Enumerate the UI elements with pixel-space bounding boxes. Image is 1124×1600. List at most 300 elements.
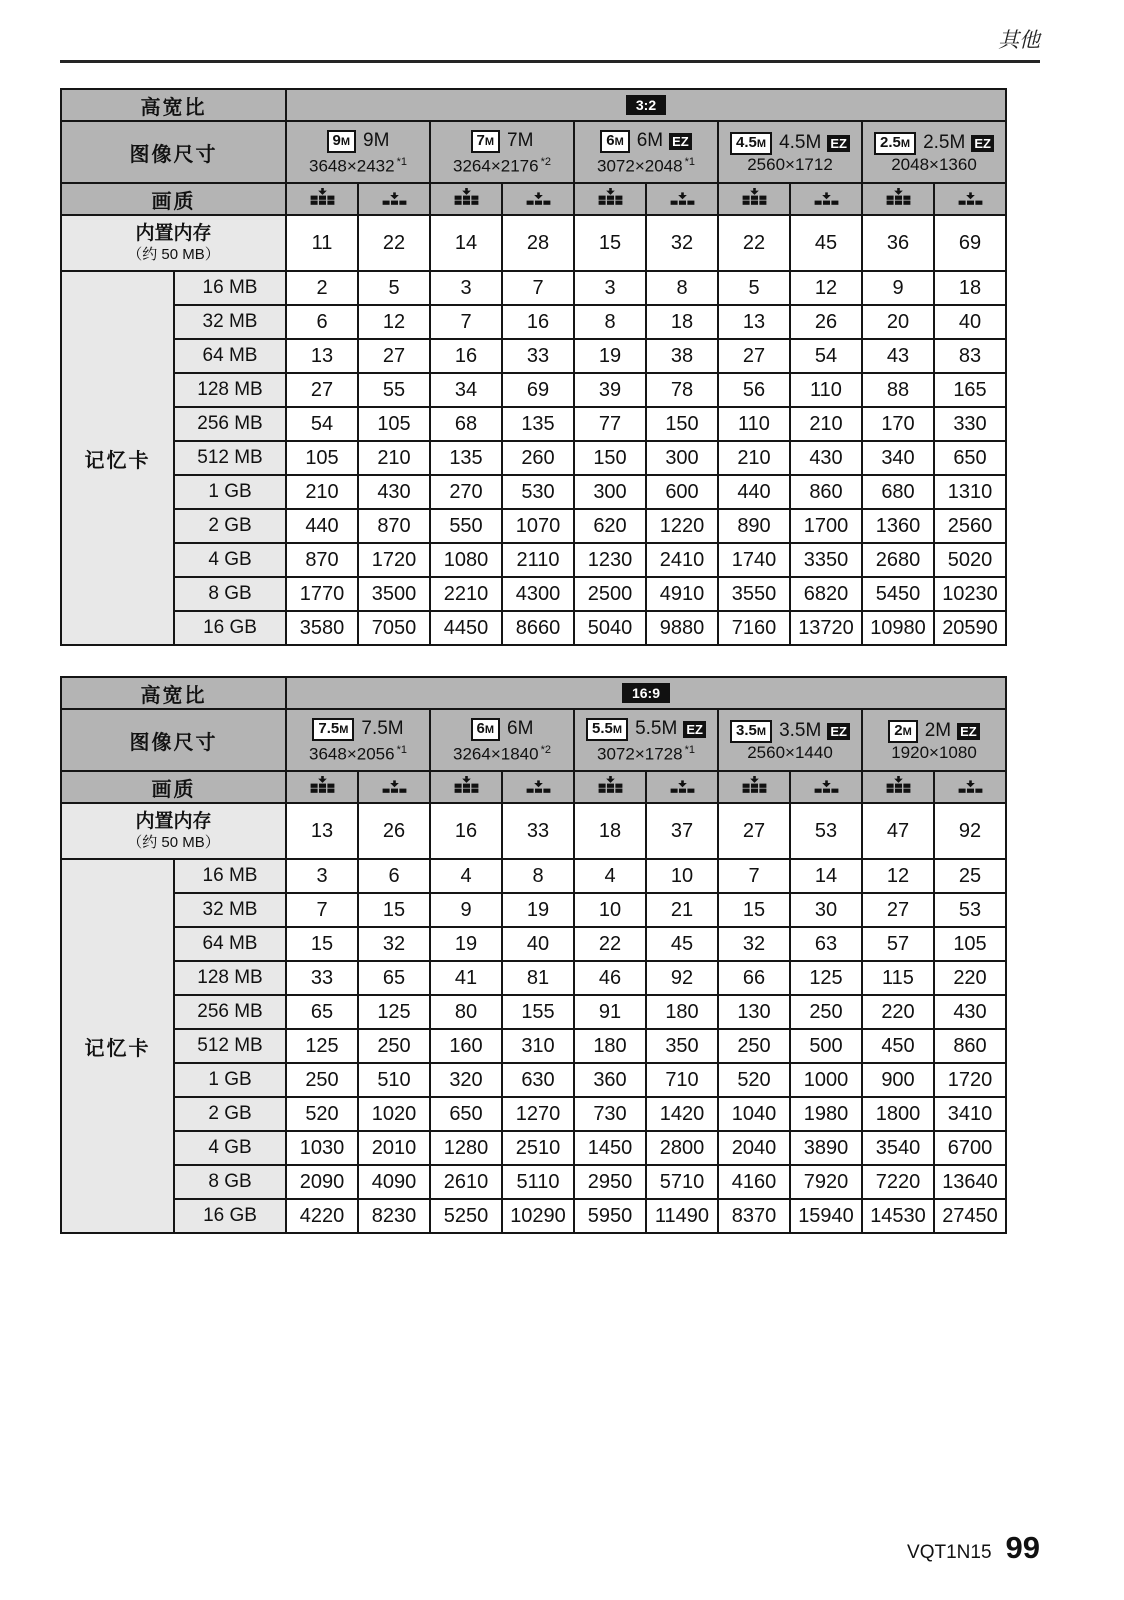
value-cell: 650 xyxy=(934,441,1006,475)
aspect-badge: 3:2 xyxy=(626,95,666,115)
value-cell: 3350 xyxy=(790,543,862,577)
value-cell: 78 xyxy=(646,373,718,407)
capacity-cell: 1 GB xyxy=(174,1063,286,1097)
value-cell: 2510 xyxy=(502,1131,574,1165)
value-cell: 54 xyxy=(790,339,862,373)
size-name: 3.5M xyxy=(779,720,822,741)
value-cell: 30 xyxy=(790,893,862,927)
tables-container xyxy=(60,88,1007,1264)
value-cell: 860 xyxy=(934,1029,1006,1063)
table-row xyxy=(61,1097,1006,1131)
size-badge-number: 7 xyxy=(476,131,485,149)
footnote-marker: *2 xyxy=(540,743,551,756)
value-cell: 15 xyxy=(286,927,358,961)
footnote-marker: *1 xyxy=(684,743,695,756)
aspect-cell xyxy=(286,89,1006,121)
size-badge-number: 7.5 xyxy=(318,719,340,737)
value-cell: 155 xyxy=(502,995,574,1029)
value-cell: 210 xyxy=(358,441,430,475)
value-cell: 250 xyxy=(286,1063,358,1097)
value-cell: 13 xyxy=(286,803,358,859)
value-cell: 13 xyxy=(286,339,358,373)
value-cell: 5950 xyxy=(574,1199,646,1233)
value-cell: 54 xyxy=(286,407,358,441)
value-cell: 46 xyxy=(574,961,646,995)
value-cell: 870 xyxy=(286,543,358,577)
value-cell: 5 xyxy=(358,271,430,305)
value-cell: 3 xyxy=(286,859,358,893)
value-cell: 33 xyxy=(286,961,358,995)
quality-cell xyxy=(430,183,502,215)
size-name: 6M xyxy=(636,130,664,152)
value-cell: 430 xyxy=(358,475,430,509)
table-row xyxy=(61,1165,1006,1199)
value-cell: 26 xyxy=(358,803,430,859)
value-cell: 43 xyxy=(862,339,934,373)
builtin-memory-label xyxy=(61,215,286,271)
quality-label: 画质 xyxy=(61,183,286,215)
value-cell: 2 xyxy=(286,271,358,305)
value-cell: 680 xyxy=(862,475,934,509)
dimensions-text: 1920×1080 xyxy=(891,742,977,762)
value-cell: 7 xyxy=(718,859,790,893)
size-dimensions xyxy=(719,743,861,762)
ez-badge-icon: EZ xyxy=(957,723,980,740)
value-cell: 900 xyxy=(862,1063,934,1097)
size-badge-icon xyxy=(586,718,628,741)
value-cell: 1360 xyxy=(862,509,934,543)
value-cell: 2210 xyxy=(430,577,502,611)
value-cell: 4 xyxy=(430,859,502,893)
value-cell: 47 xyxy=(862,803,934,859)
value-cell: 2560 xyxy=(934,509,1006,543)
value-cell: 34 xyxy=(430,373,502,407)
value-cell: 135 xyxy=(430,441,502,475)
table-row xyxy=(61,305,1006,339)
size-header-line1 xyxy=(287,130,429,153)
value-cell: 68 xyxy=(430,407,502,441)
standard-quality-icon xyxy=(813,776,840,798)
aspect-badge: 16:9 xyxy=(622,683,670,703)
size-dimensions xyxy=(863,155,1005,174)
value-cell: 11490 xyxy=(646,1199,718,1233)
value-cell: 310 xyxy=(502,1029,574,1063)
value-cell: 41 xyxy=(430,961,502,995)
standard-quality-icon xyxy=(525,776,552,798)
value-cell: 5110 xyxy=(502,1165,574,1199)
value-cell: 14 xyxy=(430,215,502,271)
quality-cell xyxy=(574,771,646,803)
value-cell: 1450 xyxy=(574,1131,646,1165)
value-cell: 1220 xyxy=(646,509,718,543)
size-badge-number: 2 xyxy=(894,721,903,739)
table-row xyxy=(61,271,1006,305)
ez-badge-icon: EZ xyxy=(827,135,850,152)
value-cell: 5040 xyxy=(574,611,646,645)
size-badge-number: 2.5 xyxy=(880,133,901,151)
value-cell: 730 xyxy=(574,1097,646,1131)
value-cell: 5020 xyxy=(934,543,1006,577)
builtin-memory-capacity: （约 50 MB） xyxy=(127,834,220,851)
page-number: 99 xyxy=(1005,1530,1040,1565)
standard-quality-icon xyxy=(669,188,696,210)
value-cell: 2610 xyxy=(430,1165,502,1199)
table-row xyxy=(61,373,1006,407)
value-cell: 105 xyxy=(934,927,1006,961)
picture-size-label: 图像尺寸 xyxy=(61,121,286,183)
value-cell: 3540 xyxy=(862,1131,934,1165)
value-cell: 130 xyxy=(718,995,790,1029)
quality-cell xyxy=(790,183,862,215)
size-column-header xyxy=(574,121,718,183)
table-row xyxy=(61,927,1006,961)
size-dimensions xyxy=(431,741,573,764)
table-row xyxy=(61,441,1006,475)
aspect-ratio-label: 高宽比 xyxy=(61,677,286,709)
value-cell: 69 xyxy=(502,373,574,407)
value-cell: 6 xyxy=(286,305,358,339)
size-dimensions xyxy=(575,153,717,176)
quality-cell xyxy=(502,771,574,803)
value-cell: 3 xyxy=(430,271,502,305)
value-cell: 3550 xyxy=(718,577,790,611)
value-cell: 1700 xyxy=(790,509,862,543)
value-cell: 260 xyxy=(502,441,574,475)
value-cell: 13720 xyxy=(790,611,862,645)
quality-cell xyxy=(718,771,790,803)
value-cell: 870 xyxy=(358,509,430,543)
fine-quality-icon xyxy=(309,188,336,210)
dimensions-text: 2560×1440 xyxy=(747,742,833,762)
value-cell: 53 xyxy=(934,893,1006,927)
value-cell: 250 xyxy=(358,1029,430,1063)
value-cell: 7050 xyxy=(358,611,430,645)
header-divider xyxy=(60,60,1040,63)
size-badge-icon xyxy=(874,132,916,155)
quality-cell xyxy=(646,771,718,803)
table-row xyxy=(61,859,1006,893)
value-cell: 4300 xyxy=(502,577,574,611)
builtin-memory-title: 内置内存 xyxy=(135,223,212,244)
size-badge-number: 9 xyxy=(332,131,341,149)
value-cell: 9880 xyxy=(646,611,718,645)
value-cell: 270 xyxy=(430,475,502,509)
value-cell: 45 xyxy=(646,927,718,961)
value-cell: 8660 xyxy=(502,611,574,645)
value-cell: 1280 xyxy=(430,1131,502,1165)
value-cell: 3890 xyxy=(790,1131,862,1165)
memory-card-label: 记忆卡 xyxy=(61,859,174,1233)
value-cell: 12 xyxy=(862,859,934,893)
size-badge-icon xyxy=(471,718,501,741)
quality-label: 画质 xyxy=(61,771,286,803)
value-cell: 110 xyxy=(790,373,862,407)
value-cell: 27 xyxy=(358,339,430,373)
size-badge-icon xyxy=(471,130,501,153)
value-cell: 5710 xyxy=(646,1165,718,1199)
value-cell: 360 xyxy=(574,1063,646,1097)
quality-cell xyxy=(934,183,1006,215)
value-cell: 440 xyxy=(286,509,358,543)
value-cell: 350 xyxy=(646,1029,718,1063)
value-cell: 33 xyxy=(502,339,574,373)
value-cell: 27 xyxy=(862,893,934,927)
table-slot-3-2 xyxy=(60,88,1007,646)
value-cell: 40 xyxy=(502,927,574,961)
value-cell: 2010 xyxy=(358,1131,430,1165)
value-cell: 11 xyxy=(286,215,358,271)
table-row xyxy=(61,961,1006,995)
value-cell: 27450 xyxy=(934,1199,1006,1233)
value-cell: 15 xyxy=(718,893,790,927)
size-badge-number: 3.5 xyxy=(736,721,757,739)
value-cell: 250 xyxy=(718,1029,790,1063)
size-column-header xyxy=(718,121,862,183)
value-cell: 7 xyxy=(286,893,358,927)
value-cell: 220 xyxy=(934,961,1006,995)
size-badge-m: M xyxy=(756,725,767,738)
value-cell: 520 xyxy=(286,1097,358,1131)
value-cell: 16 xyxy=(502,305,574,339)
value-cell: 150 xyxy=(646,407,718,441)
standard-quality-icon xyxy=(381,776,408,798)
value-cell: 37 xyxy=(646,803,718,859)
value-cell: 8370 xyxy=(718,1199,790,1233)
size-column-header xyxy=(430,709,574,771)
value-cell: 91 xyxy=(574,995,646,1029)
capacity-cell: 2 GB xyxy=(174,1097,286,1131)
size-badge-icon xyxy=(600,130,630,153)
size-badge-number: 5.5 xyxy=(592,719,613,737)
size-header-line1 xyxy=(431,718,573,741)
capacity-cell: 256 MB xyxy=(174,407,286,441)
size-badge-m: M xyxy=(900,137,911,150)
size-badge-m: M xyxy=(484,135,495,148)
dimensions-text: 2048×1360 xyxy=(891,154,977,174)
page-footer xyxy=(907,1530,1040,1566)
value-cell: 5 xyxy=(718,271,790,305)
value-cell: 4090 xyxy=(358,1165,430,1199)
value-cell: 22 xyxy=(358,215,430,271)
value-cell: 7920 xyxy=(790,1165,862,1199)
capacity-cell: 4 GB xyxy=(174,1131,286,1165)
size-header-line1 xyxy=(863,132,1005,155)
value-cell: 1720 xyxy=(934,1063,1006,1097)
table-row xyxy=(61,407,1006,441)
value-cell: 7160 xyxy=(718,611,790,645)
value-cell: 12 xyxy=(790,271,862,305)
value-cell: 2950 xyxy=(574,1165,646,1199)
footnote-marker: *1 xyxy=(396,743,407,756)
value-cell: 81 xyxy=(502,961,574,995)
value-cell: 80 xyxy=(430,995,502,1029)
quality-cell xyxy=(862,183,934,215)
value-cell: 2500 xyxy=(574,577,646,611)
size-header-line1 xyxy=(287,718,429,741)
capacity-cell: 1 GB xyxy=(174,475,286,509)
value-cell: 250 xyxy=(790,995,862,1029)
picture-count-table-3:2 xyxy=(60,88,1007,646)
size-name: 2M xyxy=(924,720,952,741)
value-cell: 1980 xyxy=(790,1097,862,1131)
value-cell: 69 xyxy=(934,215,1006,271)
value-cell: 180 xyxy=(646,995,718,1029)
size-dimensions xyxy=(287,741,429,764)
value-cell: 860 xyxy=(790,475,862,509)
value-cell: 92 xyxy=(646,961,718,995)
fine-quality-icon xyxy=(597,776,624,798)
value-cell: 9 xyxy=(862,271,934,305)
value-cell: 105 xyxy=(286,441,358,475)
value-cell: 2110 xyxy=(502,543,574,577)
value-cell: 15 xyxy=(358,893,430,927)
value-cell: 2040 xyxy=(718,1131,790,1165)
value-cell: 14530 xyxy=(862,1199,934,1233)
value-cell: 12 xyxy=(358,305,430,339)
dimensions-text: 3072×1728 xyxy=(597,744,683,764)
value-cell: 600 xyxy=(646,475,718,509)
size-header-line1 xyxy=(575,130,717,153)
value-cell: 10290 xyxy=(502,1199,574,1233)
value-cell: 39 xyxy=(574,373,646,407)
value-cell: 300 xyxy=(646,441,718,475)
capacity-cell: 32 MB xyxy=(174,893,286,927)
size-name: 5.5M xyxy=(635,718,678,740)
size-column-header xyxy=(286,709,430,771)
value-cell: 630 xyxy=(502,1063,574,1097)
table-row xyxy=(61,339,1006,373)
value-cell: 22 xyxy=(718,215,790,271)
capacity-cell: 16 GB xyxy=(174,611,286,645)
size-badge-m: M xyxy=(484,723,495,736)
size-dimensions xyxy=(719,155,861,174)
size-column-header xyxy=(574,709,718,771)
value-cell: 1310 xyxy=(934,475,1006,509)
value-cell: 8 xyxy=(574,305,646,339)
capacity-cell: 512 MB xyxy=(174,1029,286,1063)
size-badge-number: 6 xyxy=(606,131,615,149)
value-cell: 56 xyxy=(718,373,790,407)
value-cell: 20590 xyxy=(934,611,1006,645)
capacity-cell: 256 MB xyxy=(174,995,286,1029)
table-row xyxy=(61,995,1006,1029)
fine-quality-icon xyxy=(885,776,912,798)
size-header-line1 xyxy=(719,720,861,743)
size-badge-icon xyxy=(730,720,772,743)
size-badge-icon xyxy=(327,130,357,153)
value-cell: 340 xyxy=(862,441,934,475)
value-cell: 25 xyxy=(934,859,1006,893)
value-cell: 77 xyxy=(574,407,646,441)
value-cell: 110 xyxy=(718,407,790,441)
size-name: 9M xyxy=(363,130,390,152)
table-row xyxy=(61,543,1006,577)
value-cell: 115 xyxy=(862,961,934,995)
value-cell: 160 xyxy=(430,1029,502,1063)
value-cell: 19 xyxy=(430,927,502,961)
size-column-header xyxy=(430,121,574,183)
builtin-memory-label xyxy=(61,803,286,859)
value-cell: 18 xyxy=(574,803,646,859)
table-row xyxy=(61,1131,1006,1165)
value-cell: 6 xyxy=(358,859,430,893)
standard-quality-icon xyxy=(669,776,696,798)
standard-quality-icon xyxy=(381,188,408,210)
size-name: 4.5M xyxy=(779,132,822,153)
value-cell: 1770 xyxy=(286,577,358,611)
value-cell: 3 xyxy=(574,271,646,305)
value-cell: 33 xyxy=(502,803,574,859)
value-cell: 890 xyxy=(718,509,790,543)
value-cell: 7220 xyxy=(862,1165,934,1199)
value-cell: 125 xyxy=(286,1029,358,1063)
standard-quality-icon xyxy=(525,188,552,210)
value-cell: 210 xyxy=(718,441,790,475)
value-cell: 16 xyxy=(430,339,502,373)
standard-quality-icon xyxy=(813,188,840,210)
value-cell: 36 xyxy=(862,215,934,271)
value-cell: 150 xyxy=(574,441,646,475)
value-cell: 18 xyxy=(934,271,1006,305)
value-cell: 66 xyxy=(718,961,790,995)
value-cell: 125 xyxy=(790,961,862,995)
picture-count-table-16:9 xyxy=(60,676,1007,1234)
value-cell: 32 xyxy=(646,215,718,271)
capacity-cell: 16 GB xyxy=(174,1199,286,1233)
fine-quality-icon xyxy=(741,188,768,210)
value-cell: 6700 xyxy=(934,1131,1006,1165)
footnote-marker: *1 xyxy=(684,155,695,168)
dimensions-text: 3648×2432 xyxy=(309,156,395,176)
value-cell: 1270 xyxy=(502,1097,574,1131)
table-slot-16-9 xyxy=(60,676,1007,1234)
value-cell: 10980 xyxy=(862,611,934,645)
capacity-cell: 128 MB xyxy=(174,961,286,995)
ez-badge-icon: EZ xyxy=(669,133,692,150)
value-cell: 510 xyxy=(358,1063,430,1097)
builtin-memory-title: 内置内存 xyxy=(135,811,212,832)
size-column-header xyxy=(718,709,862,771)
value-cell: 210 xyxy=(790,407,862,441)
value-cell: 5450 xyxy=(862,577,934,611)
value-cell: 520 xyxy=(718,1063,790,1097)
capacity-cell: 16 MB xyxy=(174,271,286,305)
value-cell: 1080 xyxy=(430,543,502,577)
value-cell: 4910 xyxy=(646,577,718,611)
quality-cell xyxy=(862,771,934,803)
table-row xyxy=(61,1063,1006,1097)
quality-cell xyxy=(790,771,862,803)
value-cell: 1800 xyxy=(862,1097,934,1131)
value-cell: 19 xyxy=(574,339,646,373)
section-title: 其他 xyxy=(998,28,1040,52)
ez-badge-icon: EZ xyxy=(827,723,850,740)
value-cell: 65 xyxy=(286,995,358,1029)
value-cell: 8 xyxy=(502,859,574,893)
standard-quality-icon xyxy=(957,776,984,798)
value-cell: 2680 xyxy=(862,543,934,577)
value-cell: 530 xyxy=(502,475,574,509)
size-header-line1 xyxy=(431,130,573,153)
document-code: VQT1N15 xyxy=(907,1542,992,1563)
value-cell: 88 xyxy=(862,373,934,407)
value-cell: 10 xyxy=(574,893,646,927)
value-cell: 7 xyxy=(430,305,502,339)
value-cell: 20 xyxy=(862,305,934,339)
value-cell: 135 xyxy=(502,407,574,441)
dimensions-text: 3264×2176 xyxy=(453,156,539,176)
value-cell: 450 xyxy=(862,1029,934,1063)
